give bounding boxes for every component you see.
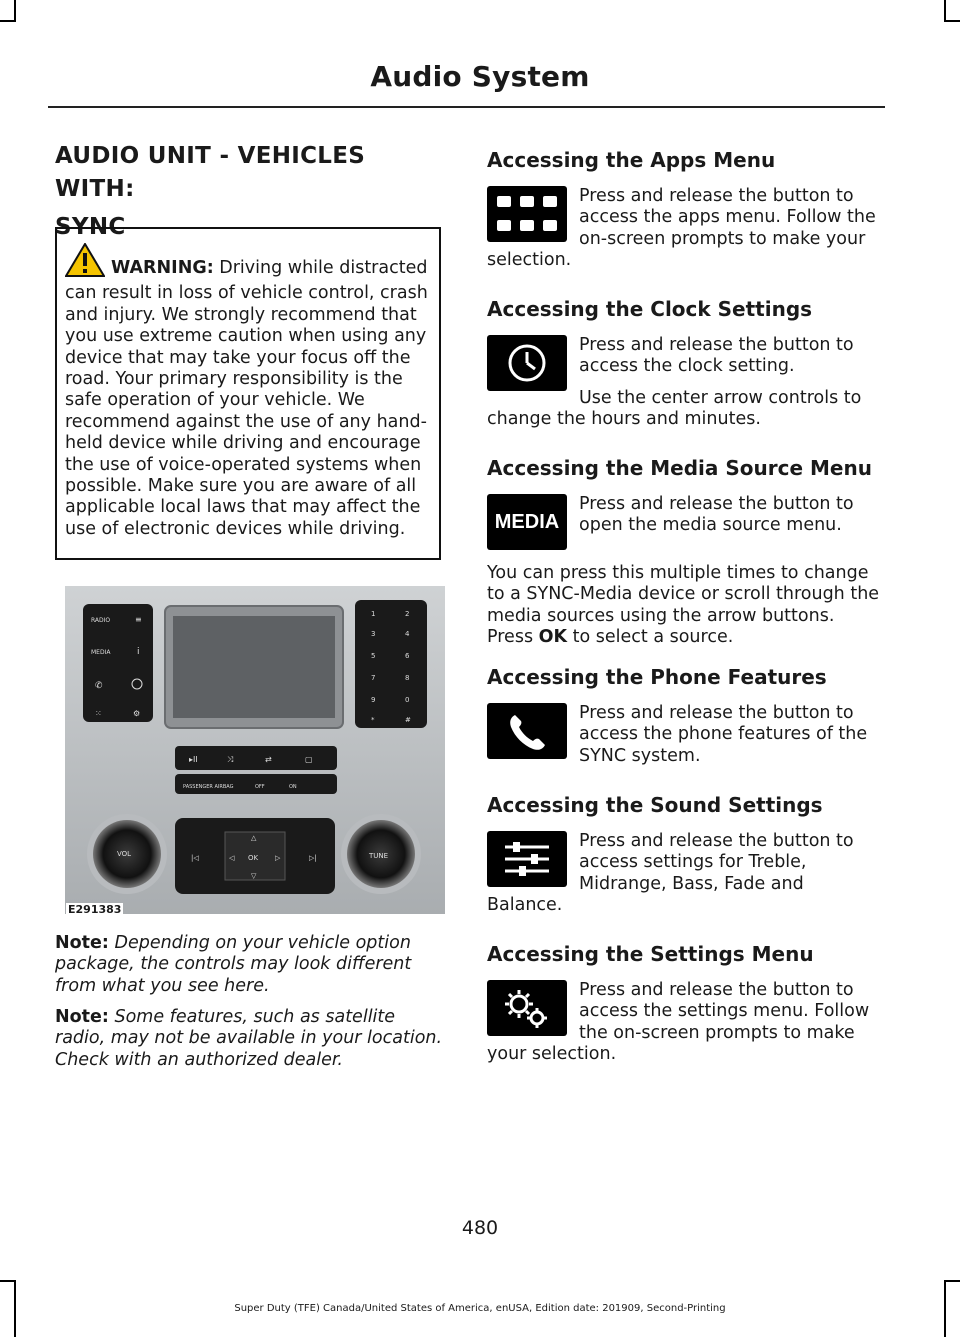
apps-heading: Accessing the Apps Menu [487,148,776,172]
svg-text:▽: ▽ [251,872,257,880]
svg-text:9: 9 [371,696,376,704]
svg-text:▷: ▷ [275,854,281,862]
note-1 [55,933,447,997]
page-number: 480 [461,1217,499,1239]
warning-label: WARNING: [111,258,214,278]
svg-text:i: i [137,647,140,657]
svg-text:3: 3 [371,630,376,638]
section-title-sub: SYNC [55,214,126,240]
svg-text:⤨: ⤨ [227,755,234,764]
tune-label: TUNE [369,852,389,860]
note-2-text: Some features, such as satellite radio, may not be available in your location. Check with an authorized dealer. [55,1007,443,1070]
radio-label: RADIO [91,617,111,624]
clock-text [487,388,881,431]
phone-heading: Accessing the Phone Features [487,665,827,689]
warning-text: Driving while distracted can result in loss of vehicle control, crash and injury. We strongly recommend that you use extreme caution when using any device that may take your focus off the road. Your primary responsibility is the safe operation of your vehicle. We recommend against the use of any hand-held device while driving and encourage the use of voice-operated systems when possible. Make sure you are aware of all applicable local laws that may affect the use of electronic devices while driving. [65,258,428,539]
media-label: MEDIA [91,649,111,656]
media-ok-label: OK [538,627,568,648]
media-description-2a: You can press this multiple times to change to a SYNC-Media device or scroll through the media sources using the arrow buttons. Press [487,563,880,648]
svg-text:✆: ✆ [95,681,103,691]
svg-text:▢: ▢ [305,755,313,764]
svg-text:#: # [405,716,411,724]
ok-label: OK [248,854,259,862]
dashboard-illustration [65,586,445,914]
apps-description: Press and release the button to access the apps menu. Follow the on-screen prompts to make your selection. [487,186,876,271]
clock-icon [487,335,567,391]
svg-text:⚙: ⚙ [133,709,141,718]
settings-heading: Accessing the Settings Menu [487,942,814,966]
svg-text:8: 8 [405,674,410,682]
note-1-label: Note: [55,933,109,953]
crop-mark [944,20,960,22]
page-footer: Super Duty (TFE) Canada/United States of America, enUSA, Edition date: 201909, Second-Printing [234,1303,726,1314]
phone-description: Press and release the button to access the phone features of the SYNC system. [579,703,868,766]
media-icon [487,494,567,550]
airbag-on-label: ON [289,784,297,790]
svg-text:7: 7 [371,674,376,682]
sound-description: Press and release the button to access settings for Treble, Midrange, Bass, Fade and Balance. [487,831,854,916]
clock-description-2: Use the center arrow controls to change the hours and minutes. [487,388,862,430]
media-heading: Accessing the Media Source Menu [487,456,872,480]
phone-icon [487,703,567,759]
note-2-label: Note: [55,1007,109,1027]
svg-text:≡: ≡ [135,615,142,624]
figure-id: E291383 [68,903,122,916]
note-1-text: Depending on your vehicle option package, the controls may look different from what you see here. [55,933,412,996]
svg-text:◁: ◁ [229,854,235,862]
crop-mark [14,0,16,22]
airbag-label: PASSENGER AIRBAG [183,784,234,790]
svg-text:⇄: ⇄ [265,755,272,764]
airbag-off-label: OFF [255,784,265,790]
svg-text:△: △ [251,834,257,842]
vol-label: VOL [117,850,132,858]
svg-text:|◁: |◁ [191,854,199,862]
media-description: Press and release the button to open the media source menu. [579,494,854,536]
svg-text:⁙: ⁙ [95,709,102,718]
svg-text:5: 5 [371,652,376,660]
sound-heading: Accessing the Sound Settings [487,793,823,817]
crop-mark [944,0,946,22]
warning-triangle-icon [65,243,105,283]
svg-text:▸II: ▸II [189,755,198,764]
svg-text:4: 4 [405,630,410,638]
settings-description: Press and release the button to access the settings menu. Follow the on-screen prompts to make your selection. [487,980,870,1065]
clock-heading: Accessing the Clock Settings [487,297,813,321]
audio-unit-figure [65,586,445,914]
media-text-2 [487,563,881,649]
settings-text [487,980,881,1066]
svg-text:1: 1 [371,610,376,618]
svg-text:6: 6 [405,652,410,660]
section-title: AUDIO UNIT - VEHICLES WITH: [55,143,366,202]
header-divider [48,106,885,108]
crop-mark [944,1280,960,1282]
media-icon-label: MEDIA [494,510,560,533]
media-description-2b: to select a source. [567,627,734,648]
crop-mark [0,1280,14,1282]
svg-text:2: 2 [405,610,410,618]
page-header-title: Audio System [370,60,590,93]
apps-text [487,186,881,272]
note-2 [55,1007,447,1071]
svg-text:0: 0 [405,696,410,704]
svg-text:▷|: ▷| [309,854,317,862]
sound-text [487,831,881,917]
clock-description: Press and release the button to access the clock setting. [579,335,854,377]
warning-box [55,227,441,560]
crop-mark [0,20,14,22]
svg-text:*: * [371,716,375,724]
